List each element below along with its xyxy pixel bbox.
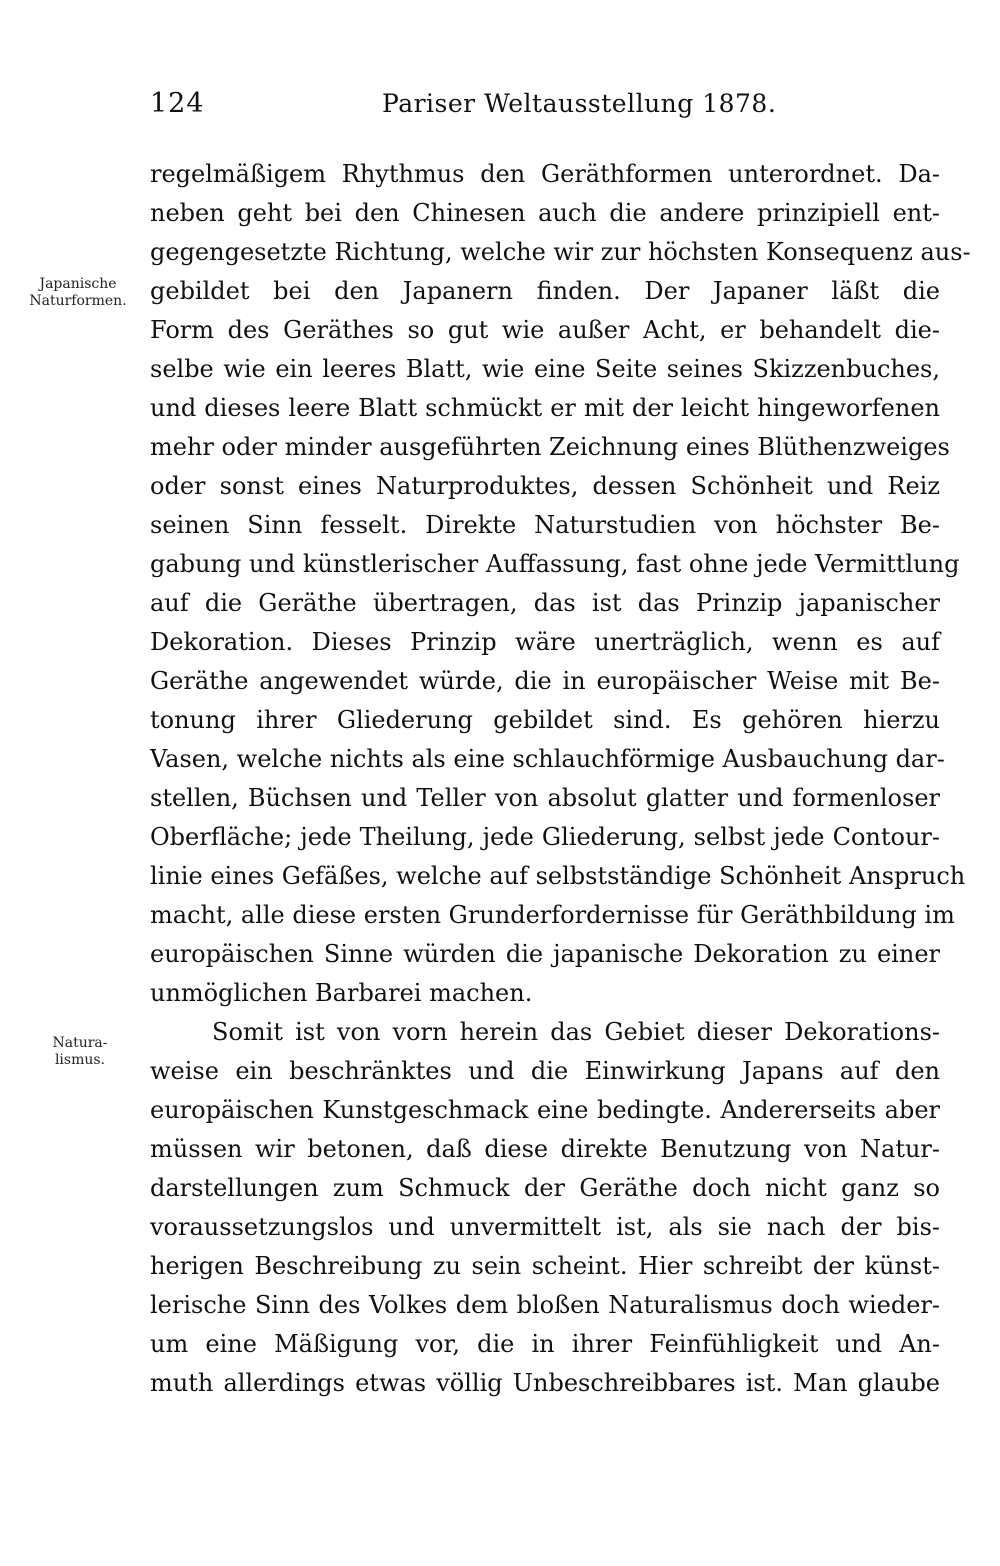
text-line-paragraph-start: Somit ist von vorn herein das Gebiet dieser Dekorations- bbox=[212, 1018, 940, 1046]
text-line: Oberfläche; jede Theilung, jede Gliederung, selbst jede Contour- bbox=[150, 823, 940, 851]
text-line: Geräthe angewendet würde, die in europäischer Weise mit Be- bbox=[150, 667, 940, 695]
text-line: linie eines Gefäßes, welche auf selbstständige Schönheit Anspruch bbox=[150, 862, 966, 890]
page-header bbox=[150, 88, 940, 128]
text-line: Form des Geräthes so gut wie außer Acht, er behandelt die- bbox=[150, 316, 940, 344]
text-line: europäischen Kunstgeschmack eine bedingte. Andererseits aber bbox=[150, 1096, 940, 1124]
text-line: Dekoration. Dieses Prinzip wäre unerträglich, wenn es auf bbox=[150, 628, 940, 656]
text-line: müssen wir betonen, daß diese direkte Benutzung von Natur- bbox=[150, 1135, 940, 1163]
text-line: darstellungen zum Schmuck der Geräthe doch nicht ganz so bbox=[150, 1174, 940, 1202]
margin-note-line: Japanische bbox=[39, 276, 117, 292]
text-line: mehr oder minder ausgeführten Zeichnung eines Blüthenzweiges bbox=[150, 433, 950, 461]
text-line: seinen Sinn fesselt. Direkte Naturstudien von höchster Be- bbox=[150, 511, 940, 539]
body-text bbox=[150, 155, 971, 1403]
text-line: auf die Geräthe übertragen, das ist das Prinzip japanischer bbox=[150, 589, 940, 617]
text-line: oder sonst eines Naturproduktes, dessen Schönheit und Reiz bbox=[150, 472, 940, 500]
text-line: lerische Sinn des Volkes dem bloßen Naturalismus doch wieder- bbox=[150, 1291, 940, 1319]
text-line: selbe wie ein leeres Blatt, wie eine Seite seines Skizzenbuches, bbox=[150, 355, 940, 383]
text-line: macht, alle diese ersten Grunderfordernisse für Geräthbildung im bbox=[150, 901, 955, 929]
margin-note-line: Naturformen. bbox=[29, 293, 127, 309]
text-line: und dieses leere Blatt schmückt er mit der leicht hingeworfenen bbox=[150, 394, 940, 422]
text-line: voraussetzungslos und unvermittelt ist, als sie nach der bis- bbox=[150, 1213, 940, 1241]
margin-note-naturalism bbox=[30, 1035, 130, 1069]
text-line: Vasen, welche nichts als eine schlauchförmige Ausbauchung dar- bbox=[150, 745, 945, 773]
text-line: gabung und künstlerischer Auffassung, fast ohne jede Vermittlung bbox=[150, 550, 960, 578]
text-line: muth allerdings etwas völlig Unbeschreibbares ist. Man glaube bbox=[150, 1369, 940, 1397]
running-title: Pariser Weltausstellung 1878. bbox=[382, 89, 777, 118]
text-line: um eine Mäßigung vor, die in ihrer Feinfühligkeit und An- bbox=[150, 1330, 940, 1358]
margin-note-line: Natura- bbox=[52, 1035, 108, 1051]
text-line: tonung ihrer Gliederung gebildet sind. Es gehören hierzu bbox=[150, 706, 940, 734]
text-line: gegengesetzte Richtung, welche wir zur höchsten Konsequenz aus- bbox=[150, 238, 971, 266]
margin-note-japanese-natural-forms bbox=[16, 276, 140, 310]
text-line: gebildet bei den Japanern finden. Der Japaner läßt die bbox=[150, 277, 940, 305]
page-number: 124 bbox=[150, 88, 205, 119]
text-line: europäischen Sinne würden die japanische Dekoration zu einer bbox=[150, 940, 940, 968]
text-line: stellen, Büchsen und Teller von absolut glatter und formenloser bbox=[150, 784, 940, 812]
text-line: weise ein beschränktes und die Einwirkung Japans auf den bbox=[150, 1057, 940, 1085]
text-line: regelmäßigem Rhythmus den Geräthformen unterordnet. Da- bbox=[150, 160, 940, 188]
text-line: herigen Beschreibung zu sein scheint. Hier schreibt der künst- bbox=[150, 1252, 940, 1280]
text-line: neben geht bei den Chinesen auch die andere prinzipiell ent- bbox=[150, 199, 940, 227]
text-line: unmöglichen Barbarei machen. bbox=[150, 979, 533, 1007]
margin-note-line: lismus. bbox=[54, 1052, 106, 1068]
